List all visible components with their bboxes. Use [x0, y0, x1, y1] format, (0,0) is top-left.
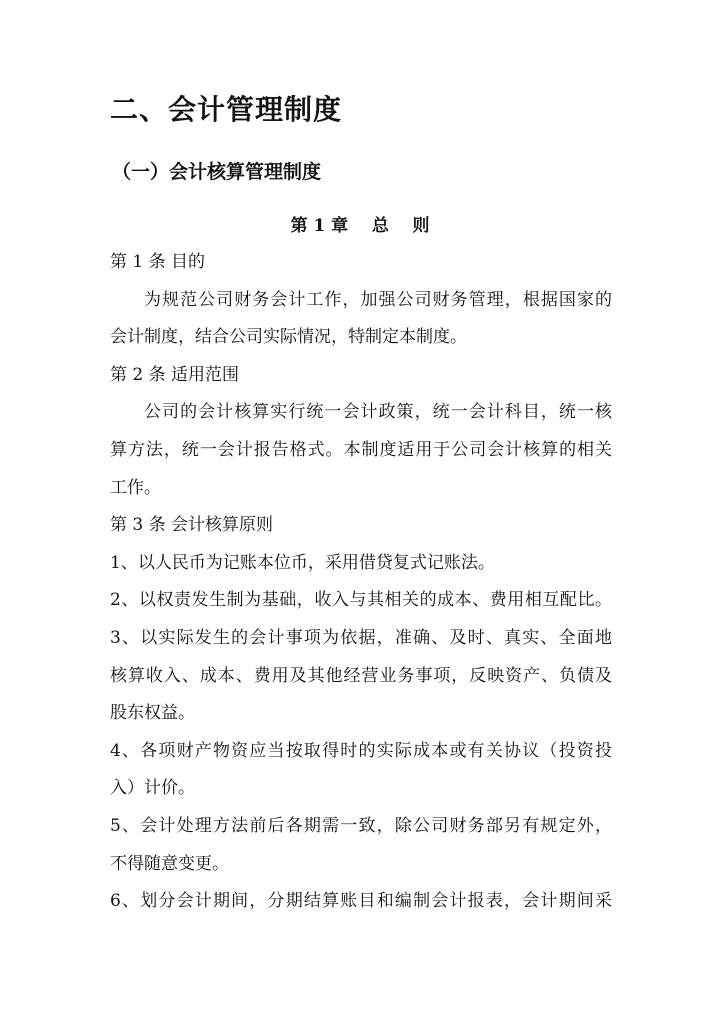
text-line: 算方法，统一会计报告格式。本制度适用于公司会计核算的相关	[110, 440, 612, 460]
text-line: 入）计价。	[110, 778, 195, 799]
text-line: 2、以权责发生制为基础，收入与其相关的成本、费用相互配比。	[110, 590, 612, 611]
section-title: 二、会计管理制度	[110, 93, 343, 126]
text-line: 股东权益。	[110, 703, 195, 724]
text-line: 第 2 条 适用范围	[110, 364, 240, 385]
text-line: 为规范公司财务会计工作，加强公司财务管理，根据国家的	[144, 289, 612, 310]
text-line: 6、划分会计期间，分期结算账目和编制会计报表，会计期间采	[110, 891, 612, 912]
text-line: 1、以人民币为记账本位币，采用借贷复式记账法。	[110, 552, 495, 573]
text-line: 不得随意变更。	[110, 853, 229, 874]
text-line: 公司的会计核算实行统一会计政策，统一会计科目，统一核	[144, 402, 612, 423]
subsection-title: （一）会计核算管理制度	[112, 161, 322, 183]
text-line: 第 3 条 会计核算原则	[110, 515, 274, 536]
text-line: 3、以实际发生的会计事项为依据，准确、及时、真实、全面地	[110, 628, 612, 648]
text-line: 会计制度，结合公司实际情况，特制定本制度。	[110, 327, 467, 348]
text-line: 核算收入、成本、费用及其他经营业务事项，反映资产、负债及	[110, 665, 612, 686]
text-line: 4、各项财产物资应当按取得时的实际成本或有关协议（投资投	[110, 740, 612, 761]
text-line: 工作。	[110, 477, 161, 498]
chapter-heading: 第 1 章 总 则	[290, 216, 430, 236]
text-line: 第 1 条 目的	[110, 252, 206, 272]
text-line: 5、会计处理方法前后各期需一致，除公司财务部另有规定外，	[110, 816, 612, 836]
